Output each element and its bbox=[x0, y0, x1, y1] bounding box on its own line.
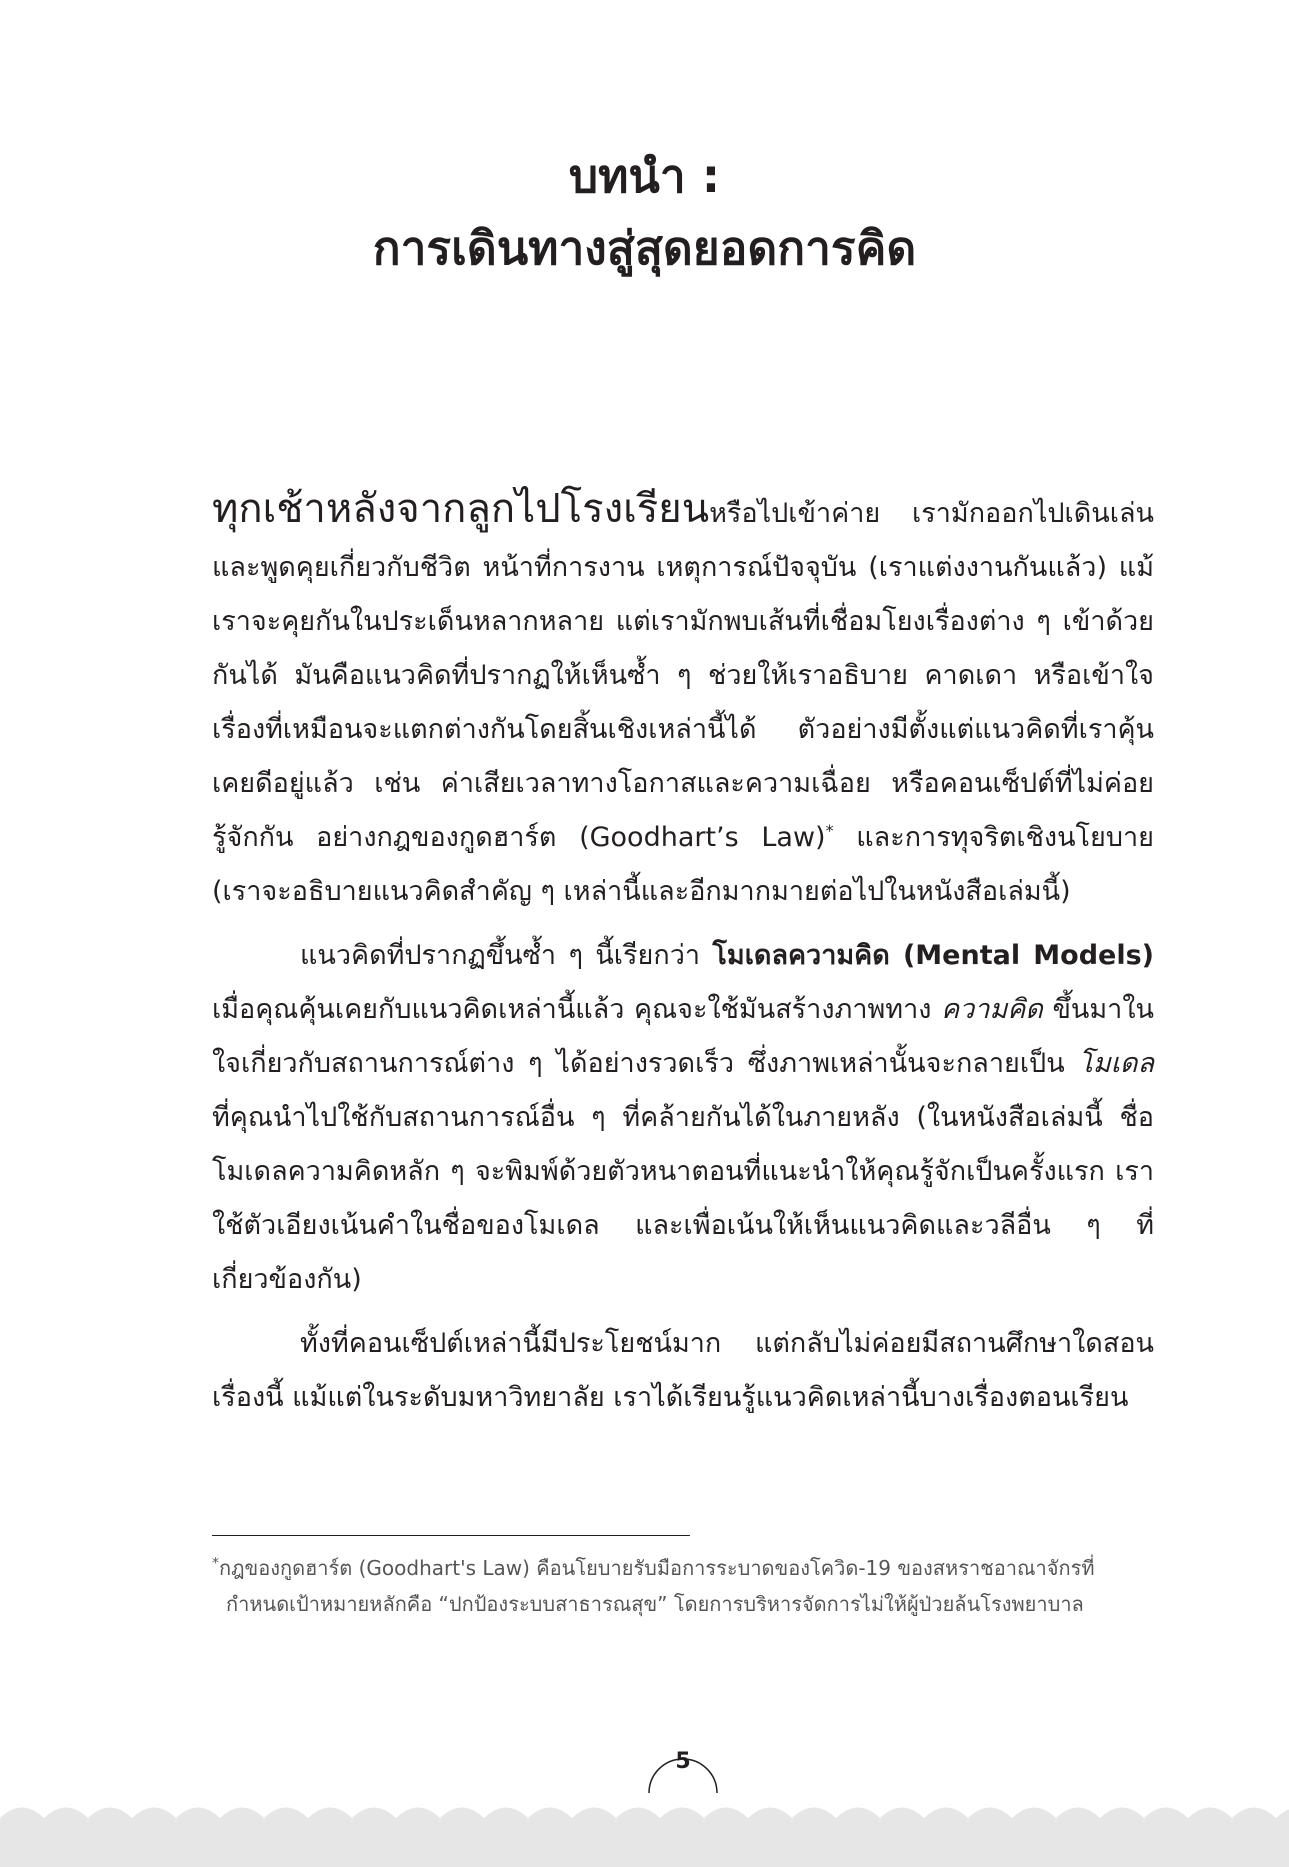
page-number: 5 bbox=[675, 1749, 691, 1774]
paragraph-3: ทั้งที่คอนเซ็ปต์เหล่านี้มีประโยชน์มาก แต่กลับไม่ค่อยมีสถานศึกษาใดสอนเรื่องนี้ แม้แต่ในระดับมหาวิทยาลัย เราได้เรียนรู้แนวคิดเหล่านี้บางเรื่องตอนเรียน bbox=[212, 1328, 1154, 1413]
paragraph-2-text-c: ขึ้นมาในใจเกี่ยวกับสถานการณ์ต่าง ๆ ได้อย่างรวดเร็ว ซึ่งภาพเหล่านั้นจะกลายเป็น bbox=[212, 994, 1154, 1079]
italic-word-model: โมเดล bbox=[1078, 1048, 1154, 1079]
bottom-wave-decoration bbox=[0, 1790, 1289, 1867]
paragraph-1-lead: ทุกเช้าหลังจากลูกไปโรงเรียน bbox=[212, 486, 710, 532]
paragraph-2-text-b: เมื่อคุณคุ้นเคยกับแนวคิดเหล่านี้แล้ว คุณจะใช้มันสร้างภาพทาง bbox=[212, 994, 942, 1025]
footnote-text: กฎของกูดฮาร์ต (Goodhart's Law) คือนโยบายรับมือการระบาดของโควิด-19 ของสหราชอาณาจักรที่กำหนดเป้าหมายหลักคือ “ปกป้องระบบสาธารณสุข” โดยการบริหารจัดการไม่ให้ผู้ป่วยล้นโรงพยาบาล bbox=[219, 1556, 1095, 1616]
paragraph-2-text-a: แนวคิดที่ปรากฏขึ้นซ้ำ ๆ นี้เรียกว่า bbox=[300, 940, 713, 971]
footnote-mark: * bbox=[212, 1555, 219, 1572]
footnote-divider bbox=[212, 1535, 690, 1536]
body-text bbox=[212, 482, 1154, 1425]
chapter-title bbox=[0, 140, 1289, 284]
footnote-reference[interactable]: * bbox=[825, 821, 834, 840]
italic-word-thinking: ความคิด bbox=[941, 994, 1043, 1025]
mental-models-term: โมเดลความคิด (Mental Models) bbox=[712, 940, 1154, 971]
footnote-paragraph bbox=[212, 1550, 1157, 1622]
paragraph-2-text-d: ที่คุณนำไปใช้กับสถานการณ์อื่น ๆ ที่คล้ายกันได้ในภายหลัง (ในหนังสือเล่มนี้ ชื่อโมเดลความคิดหลัก ๆ จะพิมพ์ด้วยตัวหนาตอนที่แนะนำให้คุณรู้จักเป็นครั้งแรก เราใช้ตัวเอียงเน้นคำในชื่อของโมเดล และเพื่อเน้นให้เห็นแนวคิดและวลีอื่น ๆ ที่เกี่ยวข้องกัน) bbox=[212, 1102, 1154, 1295]
paragraph-1 bbox=[212, 482, 1154, 919]
paragraph-1-text-a: หรือไปเข้าค่าย เรามักออกไปเดินเล่นและพูดคุยเกี่ยวกับชีวิต หน้าที่การงาน เหตุการณ์ปัจจุบัน (เราแต่งงานกันแล้ว) แม้เราจะคุยกันในประเด็นหลากหลาย แต่เรามักพบเส้นที่เชื่อมโยงเรื่องต่าง ๆ เข้าด้วยกันได้ มันคือแนวคิดที่ปรากฏให้เห็นซ้ำ ๆ ช่วยให้เราอธิบาย คาดเดา หรือเข้าใจเรื่องที่เหมือนจะแตกต่างกันโดยสิ้นเชิงเหล่านี้ได้ ตัวอย่างมีตั้งแต่แนวคิดที่เราคุ้นเคยดีอยู่แล้ว เช่น ค่าเสียเวลาทางโอกาสและความเฉื่อย หรือคอนเซ็ปต์ที่ไม่ค่อยรู้จักกัน อย่างกฎของกูดฮาร์ต (Goodhart’s Law) bbox=[212, 498, 1154, 853]
chapter-title-line-1: บทนำ : bbox=[568, 149, 721, 203]
chapter-title-line-2: การเดินทางสู่สุดยอดการคิด bbox=[372, 221, 917, 275]
paragraph-1-text-b: และการทุจริตเชิงนโยบาย (เราจะอธิบายแนวคิดสำคัญ ๆ เหล่านี้และอีกมากมายต่อไปในหนังสือเล่มนี้) bbox=[212, 822, 1154, 907]
paragraph-2 bbox=[212, 929, 1154, 1307]
page-number-badge bbox=[645, 1735, 721, 1795]
footnote bbox=[212, 1550, 1157, 1622]
